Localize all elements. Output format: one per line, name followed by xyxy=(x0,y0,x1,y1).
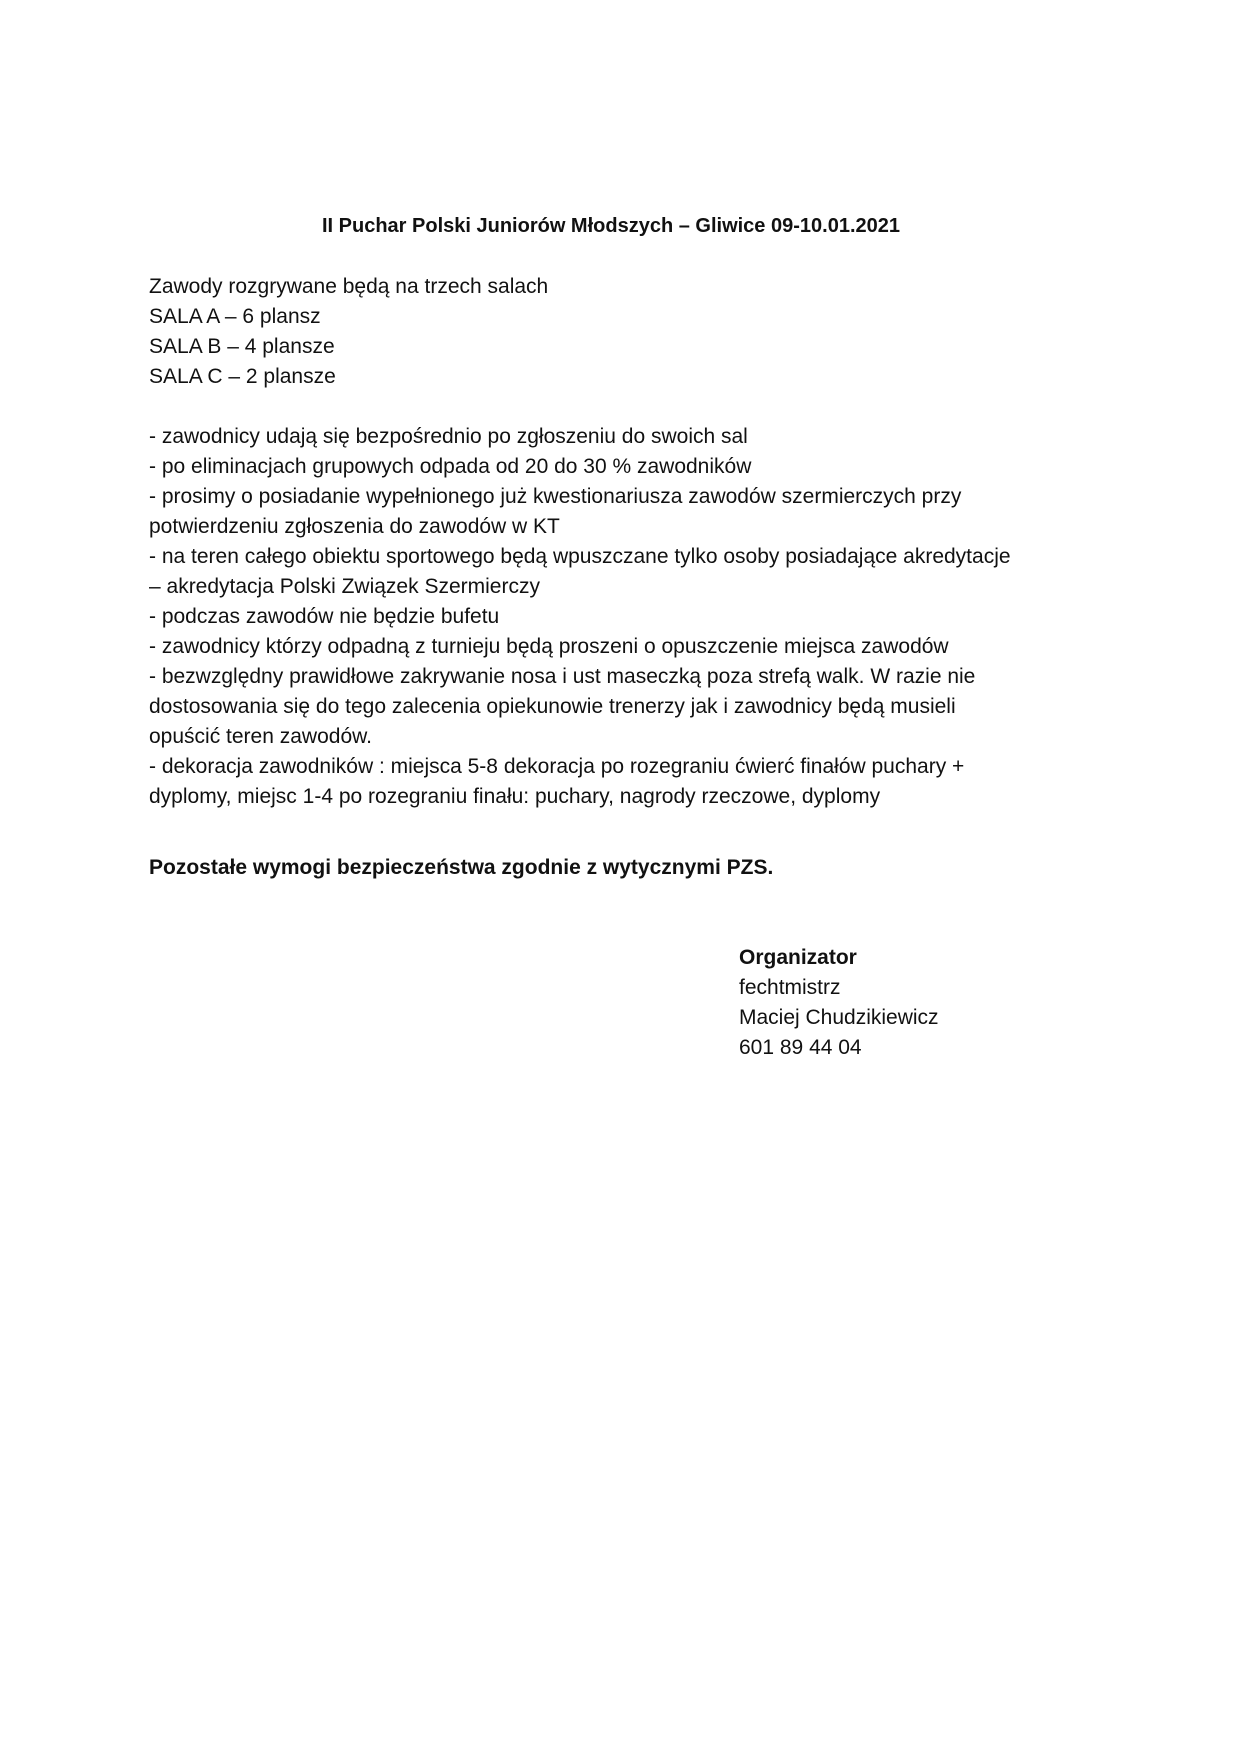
rule-line: - dekoracja zawodników : miejsca 5-8 dekoracja po rozegraniu ćwierć finałów puchary + xyxy=(149,755,965,778)
rule-line: - bezwzględny prawidłowe zakrywanie nosa i ust maseczką poza strefą walk. W razie nie xyxy=(149,665,976,688)
rule-line: - podczas zawodów nie będzie bufetu xyxy=(149,605,500,628)
document-title: II Puchar Polski Juniorów Młodszych – Gliwice 09-10.01.2021 xyxy=(321,215,900,237)
rule-line: - zawodnicy którzy odpadną z turnieju będą proszeni o opuszczenie miejsca zawodów xyxy=(149,635,949,658)
rule-line: - po eliminacjach grupowych odpada od 20 do 30 % zawodników xyxy=(149,455,752,478)
signature-phone: 601 89 44 04 xyxy=(739,1036,862,1059)
rule-line: - prosimy o posiadanie wypełnionego już kwestionariusza zawodów szermierczych przy xyxy=(149,485,962,508)
document-body xyxy=(149,272,1109,812)
rule-line: – akredytacja Polski Związek Szermierczy xyxy=(149,575,540,598)
signature-block xyxy=(739,943,939,1063)
hall-line: SALA C – 2 plansze xyxy=(149,365,336,388)
hall-line: SALA B – 4 plansze xyxy=(149,335,335,358)
rule-line: potwierdzeniu zgłoszenia do zawodów w KT xyxy=(149,515,560,538)
rule-line: - na teren całego obiektu sportowego będą wpuszczane tylko osoby posiadające akredytacje xyxy=(149,545,1011,568)
rule-line: dostosowania się do tego zalecenia opiekunowie trenerzy jak i zawodnicy będą musieli xyxy=(149,695,956,718)
intro-line: Zawody rozgrywane będą na trzech salach xyxy=(149,275,549,298)
rule-line: opuścić teren zawodów. xyxy=(149,725,372,748)
rule-line: dyplomy, miejsc 1-4 po rozegraniu finału: puchary, nagrody rzeczowe, dyplomy xyxy=(149,785,881,808)
rule-line: - zawodnicy udają się bezpośrednio po zgłoszeniu do swoich sal xyxy=(149,425,748,448)
hall-line: SALA A – 6 plansz xyxy=(149,305,321,328)
closing-statement: Pozostałe wymogi bezpieczeństwa zgodnie z wytycznymi PZS. xyxy=(149,856,774,879)
spacer xyxy=(149,392,1109,422)
signature-role: fechtmistrz xyxy=(739,976,841,999)
signature-heading: Organizator xyxy=(739,946,857,969)
signature-name: Maciej Chudzikiewicz xyxy=(739,1006,939,1029)
